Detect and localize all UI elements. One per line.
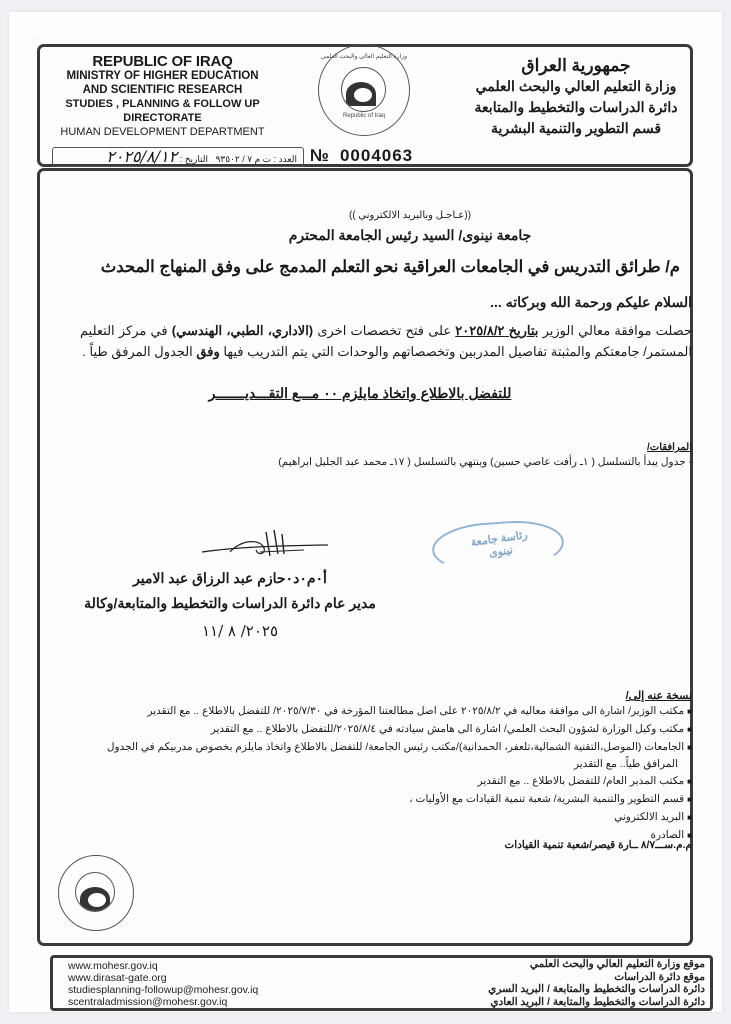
reference-number-value: ت م ٧ / ٩٣٥٠٢ [215,154,272,164]
country-name-ar: جمهورية العراق [521,56,631,75]
ministry-website-link[interactable]: www.mohesr.gov.iq [68,960,158,972]
bullet-icon: ■ [687,777,692,787]
ministry-seal-icon [318,44,410,136]
copies-title: نسخة عنه إلى/ [625,690,692,702]
copy-item-text: البريد الالكتروني [614,810,685,823]
body-text-bold: وفق [196,344,220,359]
specialties-list: (الاداري، الطبي، الهندسي) [171,323,314,338]
closing-line: للتفضل بالاطلاع واتخاذ مايلزم ٠٠ مـــع التقـــديـــــــر [208,385,512,401]
country-name-en: REPUBLIC OF IRAQ [92,53,233,70]
bullet-icon: ■ [687,794,692,804]
department-name-ar: قسم التطوير والتنمية البشرية [490,120,662,136]
dirasat-website-label: موقع دائرة الدراسات [614,970,705,983]
directorate-name-en: STUDIES , PLANNING & FOLLOW UP DIRECTORATE [65,98,260,124]
secret-mail-label: دائرة الدراسات والتخطيط والمتابعة / البريد السري [488,983,705,995]
ministry-name-en: MINISTRY OF HIGHER EDUCATION [66,70,259,82]
attachments-title: المرافقات/ [647,442,692,453]
ministry-seal-bottom-icon [58,855,134,931]
scan-marker: ......... [30,36,38,40]
signatory-name: أ٠م٠د٠حازم عبد الرزاق عبد الامير [133,570,327,586]
signatory-title: مدير عام دائرة الدراسات والتخطيط والمتابعة/وكالة [84,595,376,611]
seal-english-text: Republic of Iraq [342,113,386,119]
copy-item [80,773,692,791]
bullet-icon: ■ [687,830,692,840]
regular-mail-label: دائرة الدراسات والتخطيط والمتابعة / البريد العادي [490,995,705,1008]
copy-item-text: المرافق طياً.. مع التقدير [573,758,678,771]
copy-item [80,703,692,721]
numero-symbol: № [310,146,330,165]
body-text-2: على فتح تخصصات اخرى [313,323,456,338]
copy-item [80,739,692,757]
signature-icon [200,530,330,560]
body-text-4: الجدول المرفق طياً . [82,344,197,359]
seal-arabic-text: وزارة التعليم العالي والبحث العلمي [320,54,408,60]
footer-arabic-labels [440,958,705,1008]
bullet-icon: ■ [687,724,692,734]
bullet-icon: ■ [687,742,692,752]
subject-line: م/ طرائق التدريس في الجامعات العراقية نحو التعلم المدمج على وفق المنهاج المحدث [100,258,680,276]
directorate-name-ar: دائرة الدراسات والتخطيط والمتابعة [474,99,678,115]
document-number-value: 0004063 [339,146,414,165]
department-name-en: HUMAN DEVELOPMENT DEPARTMENT [60,126,265,138]
central-admission-email-link[interactable]: scentraladmission@mohesr.gov.iq [68,996,228,1008]
copy-item-continuation [80,756,692,773]
copy-item [80,809,692,827]
footer-english-contacts [68,960,258,1008]
body-text-3: في مركز التعليم المستمر/ جامعتكم والمثبتة تفاصيل المدربين وتخصصاتهم والوحدات التي يتم التدريب فيها [80,323,692,359]
copy-item-text: الجامعات (الموصل،التقنية الشمالية،تلعفر، الحمدانية)/مكتب رئيس الجامعة/ للتفضل بالاطلاع واتخاذ مايلزم بخصوص مدربيكم في الجدول [106,740,685,753]
document-number [310,146,413,166]
english-letterhead [50,55,275,139]
copy-item-text: مكتب المدير العام/ للتفضل بالاطلاع .. مع التقدير [477,775,685,788]
body-paragraph [80,320,692,362]
reference-date-value: ٢٠٢٥/٨/١٢ [106,147,178,166]
studies-email-link[interactable]: studiesplanning-followup@mohesr.gov.iq [68,984,259,996]
ministry-name-ar: وزارة التعليم العالي والبحث العلمي [475,78,677,94]
seal-emblem-icon [341,67,386,112]
greeting: السلام عليكم ورحمة الله وبركاته ... [490,294,692,310]
urgent-label: ((عـاجـل وبالبريد الالكتروني )) [348,210,472,221]
ministry-website-label: موقع وزارة التعليم العالي والبحث العلمي [529,958,705,970]
copies-list [80,703,692,844]
addressee: جامعة نينوى/ السيد رئيس الجامعة المحترم [288,227,532,243]
approval-date: بتاريخ ٢٠٢٥/٨/٢ [455,323,539,338]
reference-number-label: العدد : [273,154,297,164]
copy-item [80,721,692,739]
stamp-text: رئاسة جامعة نينوى [470,529,529,560]
arabic-letterhead [458,55,694,139]
copy-item-text: قسم التطوير والتنمية البشرية/ شعبة تنمية القيادات مع الأوليات ، [409,792,685,805]
dirasat-website-link[interactable]: www.dirasat-gate.org [68,972,167,984]
bullet-icon: ■ [687,707,692,716]
copy-item-text: مكتب وكيل الوزارة لشؤون البحث العلمي/ اشارة الى هامش سيادته في ٢٠٢٥/٨/٤/للتفضل بالاطلاع .. مع التقدير [210,722,685,735]
ministry-name-en-2: AND SCIENTIFIC RESEARCH [82,84,243,96]
body-text-1: حصلت موافقة معالي الوزير [538,323,692,338]
signature-date: ٢٠٢٥/ ٨ /١١ [201,622,279,640]
copy-item-text: مكتب الوزير/ اشارة الى موافقة معاليه في ٢٠٢٥/٨/٢ على اصل مطالعتنا المؤرخة في ٢٠٢٥/٧/٣٠/ للتفضل بالاطلاع .. مع التقدير [147,705,685,717]
copy-item-text: الصادرة [650,828,685,841]
attachment-item: - جدول يبدأ بالتسلسل ( ١ـ رأفت عاصي حسين) وينتهي بالتسلسل ( ١٧ـ محمد عبد الجليل ابراهيم) [278,456,692,468]
reference-box [52,147,304,167]
prepared-by: م.م.ســـ٨/٧ ــارة قيصر/شعبة تنمية القيادات [504,839,692,851]
copy-item [80,791,692,809]
seal-emblem-icon [75,872,115,912]
bullet-icon: ■ [687,812,692,822]
reference-date-label: التاريخ : [179,154,209,164]
